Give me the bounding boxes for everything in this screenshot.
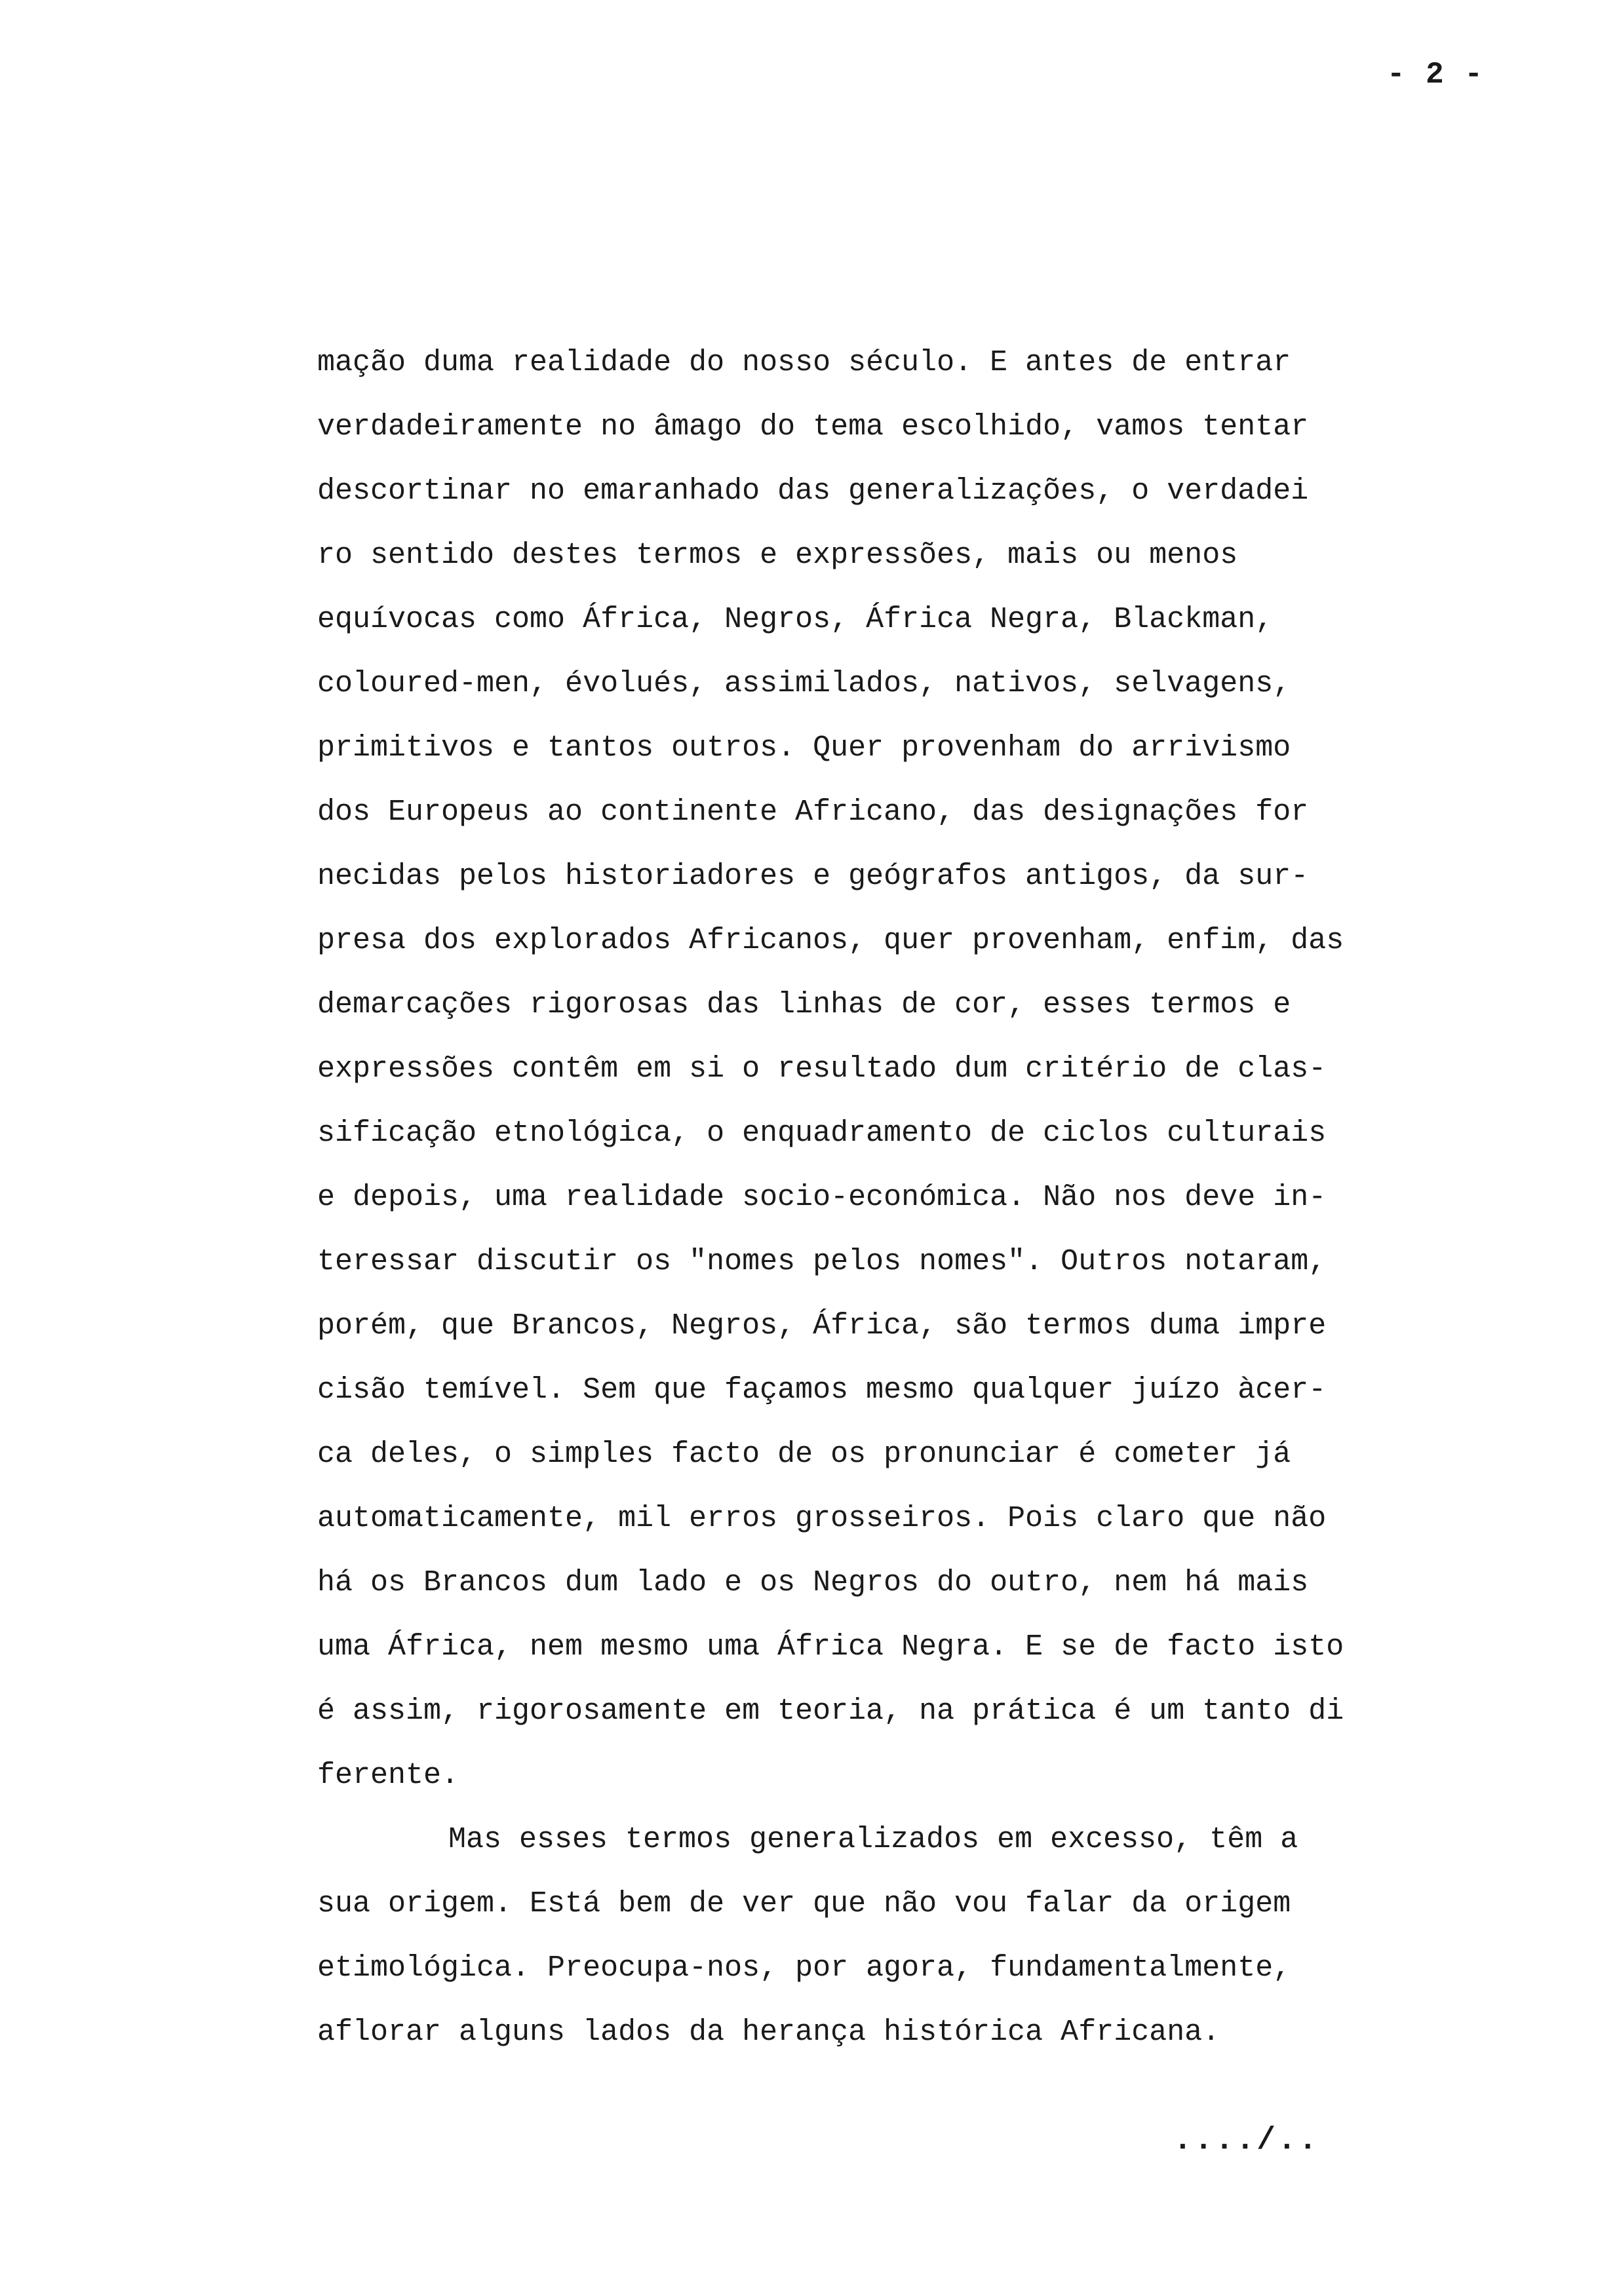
- text-line: aflorar alguns lados da herança histórica Africana.: [317, 2016, 1220, 2049]
- text-line: porém, que Brancos, Negros, África, são termos duma impre: [317, 1309, 1327, 1343]
- text-line: automaticamente, mil erros grosseiros. Pois claro que não: [317, 1502, 1327, 1535]
- text-line: dos Europeus ao continente Africano, das designações for: [317, 795, 1309, 829]
- text-line: necidas pelos historiadores e geógrafos antigos, da sur-: [317, 860, 1309, 893]
- paragraph-1: [317, 331, 1471, 1808]
- text-line: demarcações rigorosas das linhas de cor, esses termos e: [317, 988, 1291, 1022]
- text-line: equívocas como África, Negros, África Negra, Blackman,: [317, 603, 1274, 636]
- text-line: mação duma realidade do nosso século. E antes de entrar: [317, 346, 1291, 379]
- text-line: presa dos explorados Africanos, quer provenham, enfim, das: [317, 924, 1344, 957]
- text-line: etimológica. Preocupa-nos, por agora, fundamentalmente,: [317, 1951, 1291, 1985]
- text-line: expressões contêm em si o resultado dum critério de clas-: [317, 1052, 1327, 1086]
- text-line: ca deles, o simples facto de os pronunciar é cometer já: [317, 1438, 1291, 1471]
- text-line: Mas esses termos generalizados em excesso, têm a: [448, 1823, 1298, 1856]
- text-line: é assim, rigorosamente em teoria, na prática é um tanto di: [317, 1694, 1344, 1728]
- paragraph-2: [317, 1808, 1471, 2065]
- text-line: coloured-men, évolués, assimilados, nativos, selvagens,: [317, 667, 1291, 700]
- text-line: ro sentido destes termos e expressões, mais ou menos: [317, 539, 1238, 572]
- text-line: sua origem. Está bem de ver que não vou falar da origem: [317, 1887, 1291, 1921]
- text-line: verdadeiramente no âmago do tema escolhido, vamos tentar: [317, 410, 1309, 444]
- continuation-mark: ..../..: [1173, 2123, 1319, 2158]
- text-line: uma África, nem mesmo uma África Negra. E se de facto isto: [317, 1630, 1344, 1664]
- document-body: [317, 331, 1471, 2065]
- text-line: teressar discutir os "nomes pelos nomes". Outros notaram,: [317, 1245, 1327, 1278]
- page-number: - 2 -: [1386, 58, 1484, 92]
- text-line: sificação etnológica, o enquadramento de ciclos culturais: [317, 1117, 1327, 1150]
- text-line: cisão temível. Sem que façamos mesmo qualquer juízo àcer-: [317, 1373, 1327, 1407]
- text-line: descortinar no emaranhado das generalizações, o verdadei: [317, 474, 1309, 508]
- text-line: e depois, uma realidade socio-económica. Não nos deve in-: [317, 1181, 1327, 1214]
- text-line: ferente.: [317, 1759, 459, 1792]
- text-line: há os Brancos dum lado e os Negros do outro, nem há mais: [317, 1566, 1309, 1599]
- text-line: primitivos e tantos outros. Quer provenham do arrivismo: [317, 731, 1291, 765]
